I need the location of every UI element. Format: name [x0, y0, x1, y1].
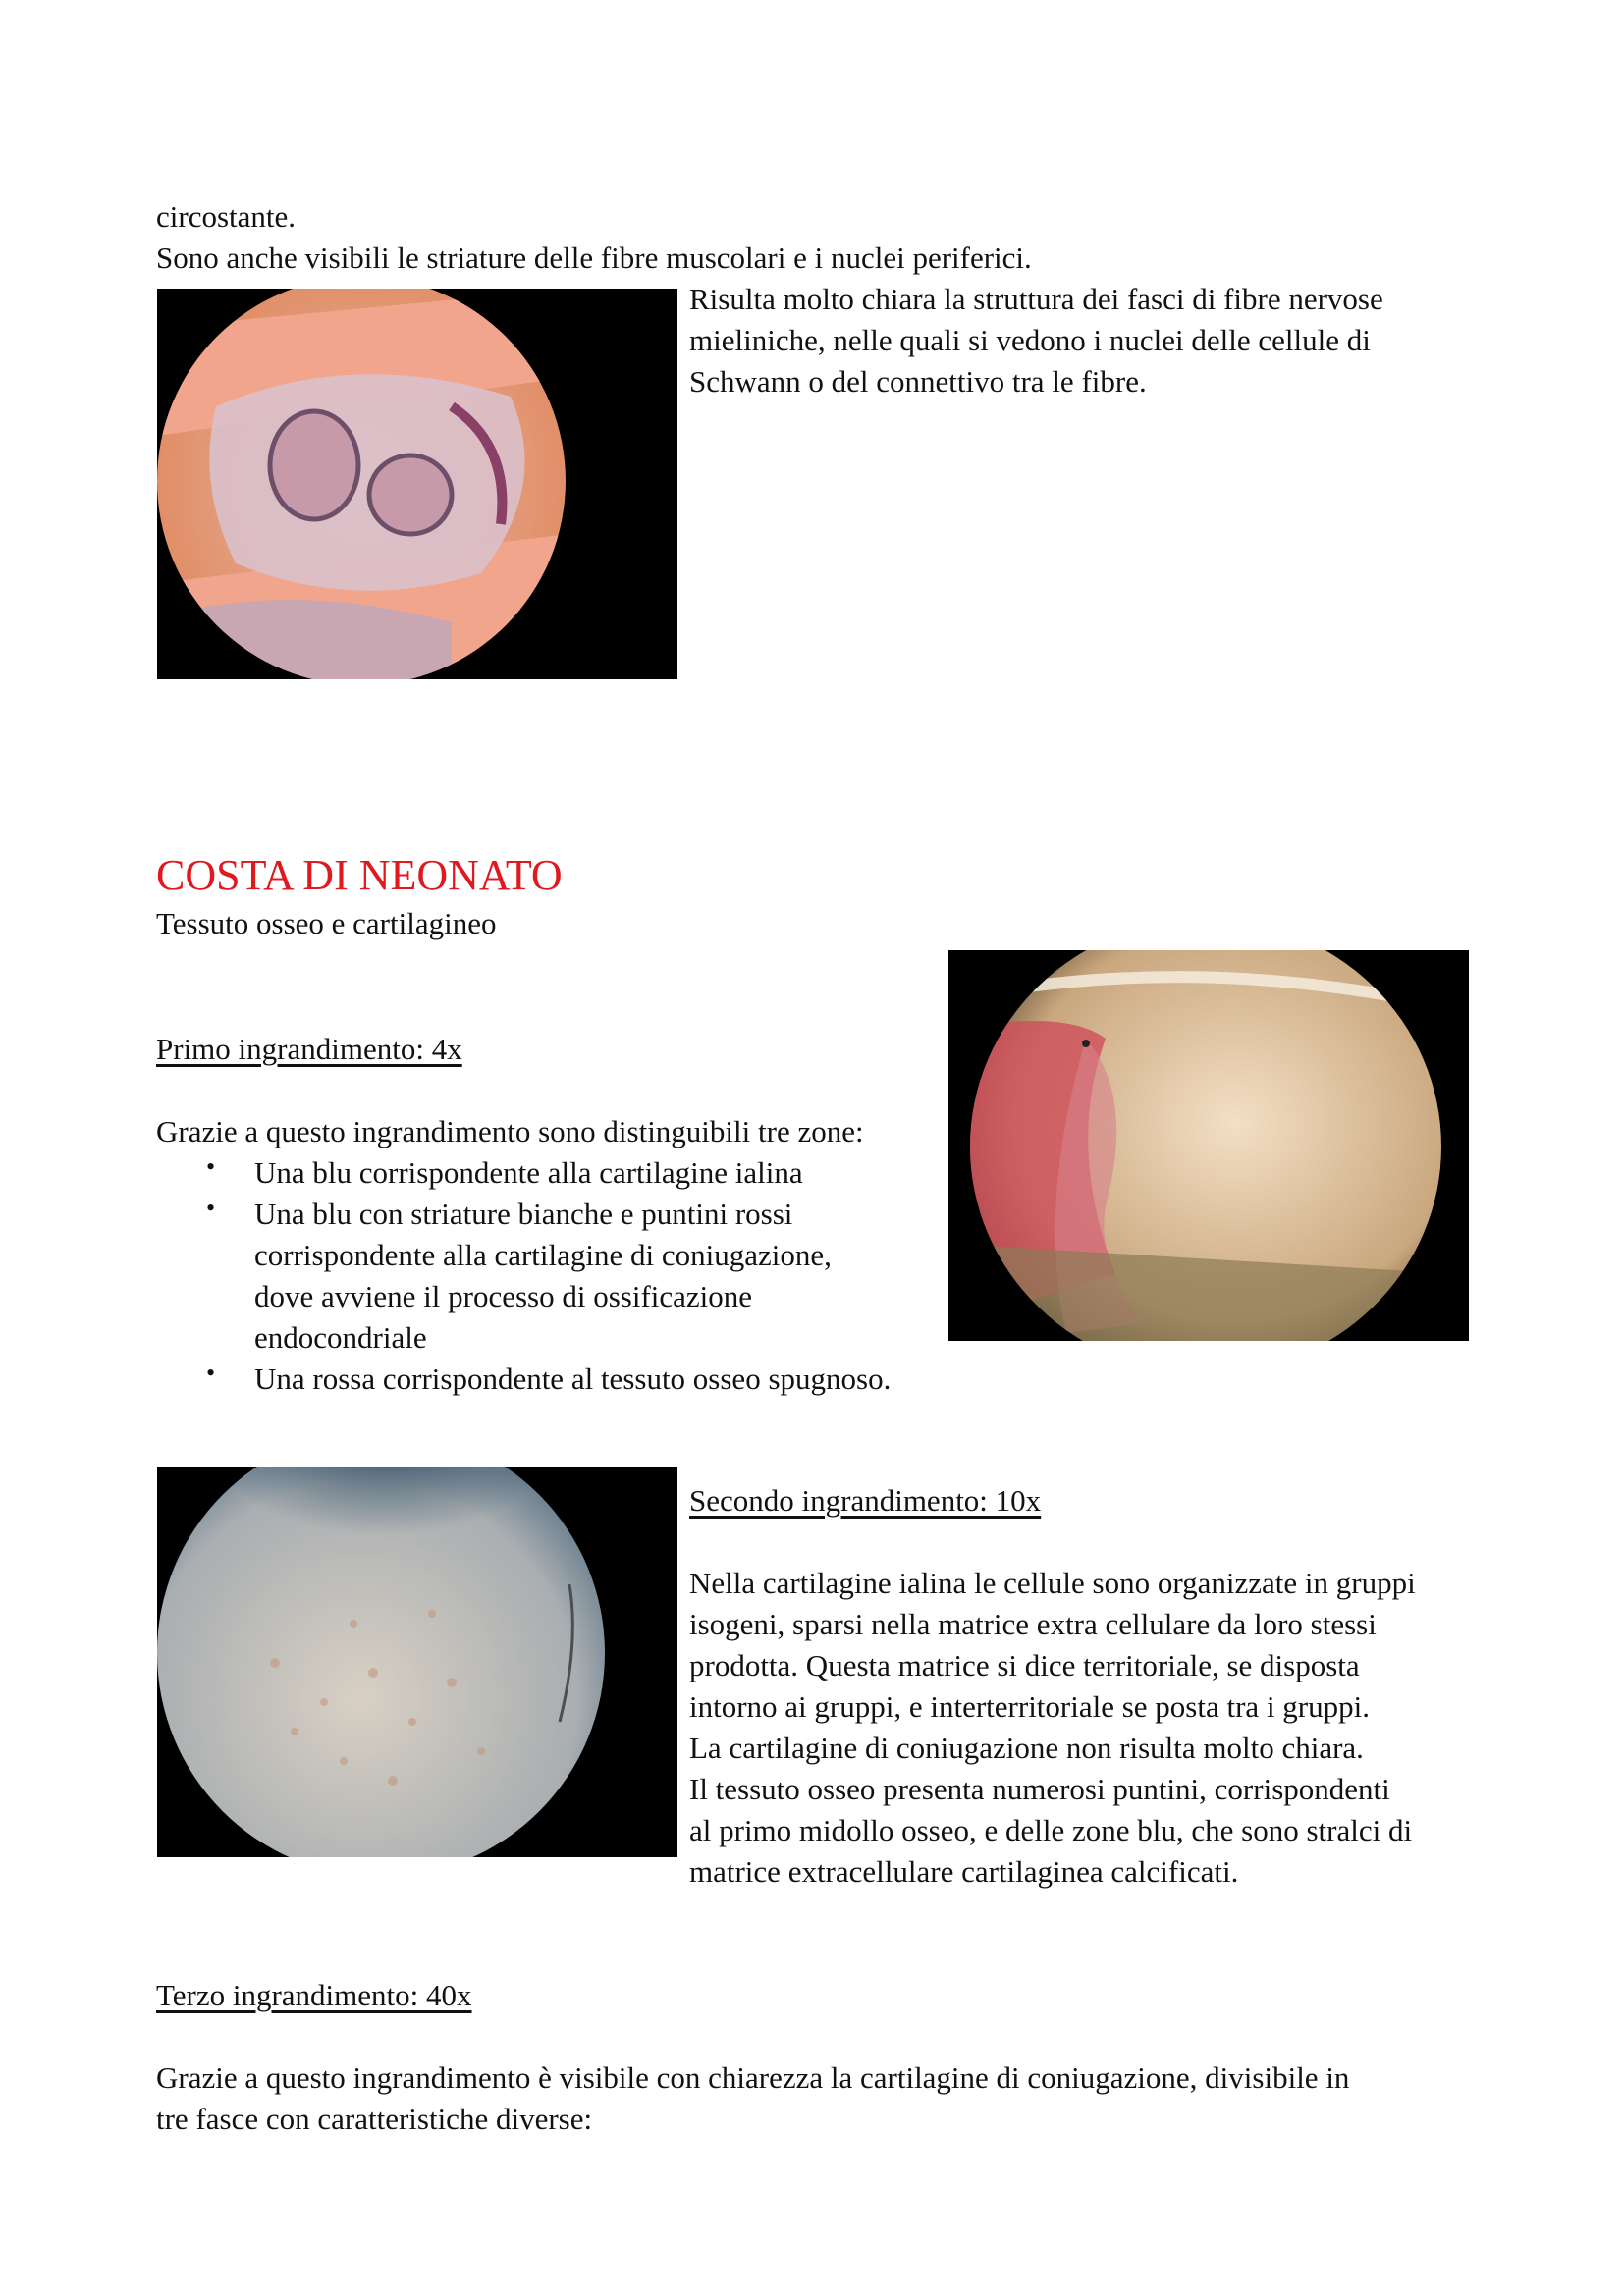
nerve-text-line: mieliniche, nelle quali si vedono i nuclei delle cellule di [689, 323, 1371, 357]
bullet-item-continuation: dove avviene il processo di ossificazione [254, 1279, 753, 1313]
first-magnification-heading: Primo ingrandimento: 4x [156, 1032, 462, 1066]
section-subtitle: Tessuto osseo e cartilagineo [156, 906, 497, 940]
rib-10x-micrograph-image [157, 1467, 677, 1857]
bullet-item: Una rossa corrispondente al tessuto osseo spugnoso. [254, 1362, 892, 1396]
bullet-item: Una blu con striature bianche e puntini rossi [254, 1197, 793, 1231]
second-text-line: matrice extracellulare cartilaginea calcificati. [689, 1854, 1239, 1889]
second-text-line: isogeni, sparsi nella matrice extra cellulare da loro stessi [689, 1607, 1377, 1641]
nerve-text-line: Risulta molto chiara la struttura dei fasci di fibre nervose [689, 282, 1383, 316]
nerve-text-line: Schwann o del connettivo tra le fibre. [689, 364, 1147, 399]
bullet-item-continuation: endocondriale [254, 1320, 427, 1355]
bullet-item: Una blu corrispondente alla cartilagine ialina [254, 1155, 803, 1190]
bullet-marker: • [206, 1152, 216, 1181]
third-text-line: tre fasce con caratteristiche diverse: [156, 2102, 593, 2136]
bullet-item-continuation: corrispondente alla cartilagine di coniugazione, [254, 1238, 832, 1272]
second-text-line: La cartilagine di coniugazione non risulta molto chiara. [689, 1731, 1364, 1765]
second-magnification-heading: Secondo ingrandimento: 10x [689, 1483, 1042, 1518]
section-title: COSTA DI NEONATO [156, 851, 563, 899]
bullet-marker: • [206, 1359, 216, 1387]
second-text-line: Nella cartilagine ialina le cellule sono organizzate in gruppi [689, 1566, 1416, 1600]
continued-text-line: circostante. [156, 199, 297, 234]
first-intro-text: Grazie a questo ingrandimento sono distinguibili tre zone: [156, 1114, 864, 1148]
second-text-line: intorno ai gruppi, e interterritoriale se posta tra i gruppi. [689, 1689, 1370, 1724]
third-text-line: Grazie a questo ingrandimento è visibile con chiarezza la cartilagine di coniugazione, divisibile in [156, 2060, 1350, 2095]
second-text-line: Il tessuto osseo presenta numerosi puntini, corrispondenti [689, 1772, 1390, 1806]
nerve-micrograph-image [157, 289, 677, 679]
third-magnification-heading: Terzo ingrandimento: 40x [156, 1978, 472, 2012]
second-text-line: al primo midollo osseo, e delle zone blu, che sono stralci di [689, 1813, 1413, 1847]
rib-4x-micrograph-image [948, 950, 1469, 1341]
bullet-marker: • [206, 1194, 216, 1222]
second-text-line: prodotta. Questa matrice si dice territoriale, se disposta [689, 1648, 1360, 1682]
muscle-striature-text: Sono anche visibili le striature delle fibre muscolari e i nuclei periferici. [156, 240, 1032, 275]
